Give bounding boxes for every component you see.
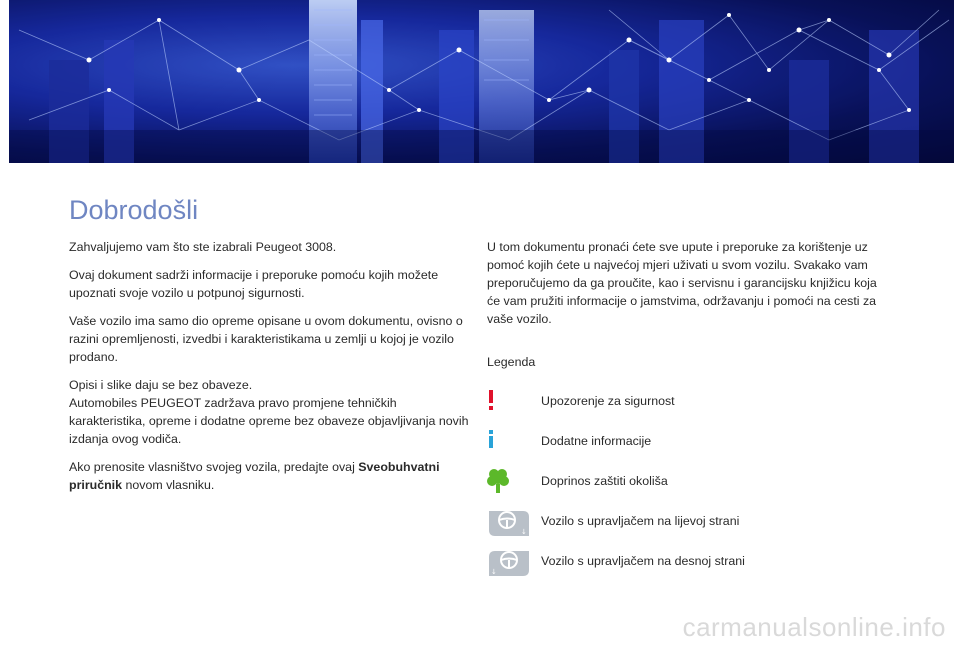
network-city-graphic bbox=[9, 0, 954, 163]
ownership-paragraph bbox=[69, 458, 469, 494]
ownership-text-start: Ako prenosite vlasništvo svojeg vozila, predajte ovaj bbox=[69, 460, 359, 474]
equipment-paragraph: Vaše vozilo ima samo dio opreme opisane u ovom dokumentu, ovisno o razini opremljenosti, izvedbi i karakteristikama u zemlji u kojoj je vozilo prodano. bbox=[69, 314, 463, 364]
legend-item-lhd bbox=[487, 506, 847, 542]
svg-text:↓: ↓ bbox=[521, 528, 527, 536]
legend-item-info bbox=[487, 426, 847, 462]
intro-paragraph: Zahvaljujemo vam što ste izabrali Peugeot 3008. bbox=[69, 240, 337, 254]
info-icon bbox=[487, 426, 531, 462]
legend-title: Legenda bbox=[487, 355, 536, 369]
lhd-steering-icon bbox=[487, 506, 531, 542]
manual-name: Sveobuhvatni priručnik bbox=[69, 460, 440, 492]
left-column bbox=[69, 238, 469, 504]
legend-label: Vozilo s upravljačem na desnoj strani bbox=[541, 554, 745, 568]
disclaimer-line-2: Automobiles PEUGEOT zadržava pravo promjene tehničkih karakteristika, opreme i dodatne opreme bez obaveze objavljivanja novih izdanja ovog vodiča. bbox=[69, 396, 469, 446]
legend-label: Doprinos zaštiti okoliša bbox=[541, 474, 668, 488]
legend-label: Vozilo s upravljačem na lijevoj strani bbox=[541, 514, 740, 528]
rhd-steering-icon bbox=[487, 546, 531, 582]
tree-icon bbox=[487, 466, 531, 502]
ownership-text-end: novom vlasniku. bbox=[122, 478, 215, 492]
header-banner-image bbox=[9, 0, 954, 163]
usage-paragraph: U tom dokumentu pronaći ćete sve upute i preporuke za korištenje uz pomoć kojih ćete u najvećoj mjeri uživati u svom vozilu. Svakako vam preporučujemo da ga proučite, kao i servisnu i garancijsku knjižicu koja će vam pružiti informacije o jamstvima, održavanju i pomoći na cesti za vaše vozilo. bbox=[487, 240, 877, 326]
legend-label: Upozorenje za sigurnost bbox=[541, 394, 675, 408]
warning-icon bbox=[487, 386, 531, 422]
page-title: Dobrodošli bbox=[69, 195, 199, 225]
svg-text:↓: ↓ bbox=[491, 568, 497, 576]
legend-item-environment bbox=[487, 466, 847, 502]
disclaimer-paragraph bbox=[69, 376, 469, 448]
legend-item-warning bbox=[487, 386, 847, 422]
disclaimer-line-1: Opisi i slike daju se bez obaveze. bbox=[69, 378, 253, 392]
right-column bbox=[487, 238, 882, 338]
legend-label: Dodatne informacije bbox=[541, 434, 652, 448]
legend-item-rhd bbox=[487, 546, 847, 582]
watermark: carmanualsonline.info bbox=[682, 612, 946, 642]
document-info-paragraph: Ovaj dokument sadrži informacije i preporuke pomoću kojih možete upoznati svoje vozilo u potpunoj sigurnosti. bbox=[69, 268, 439, 300]
